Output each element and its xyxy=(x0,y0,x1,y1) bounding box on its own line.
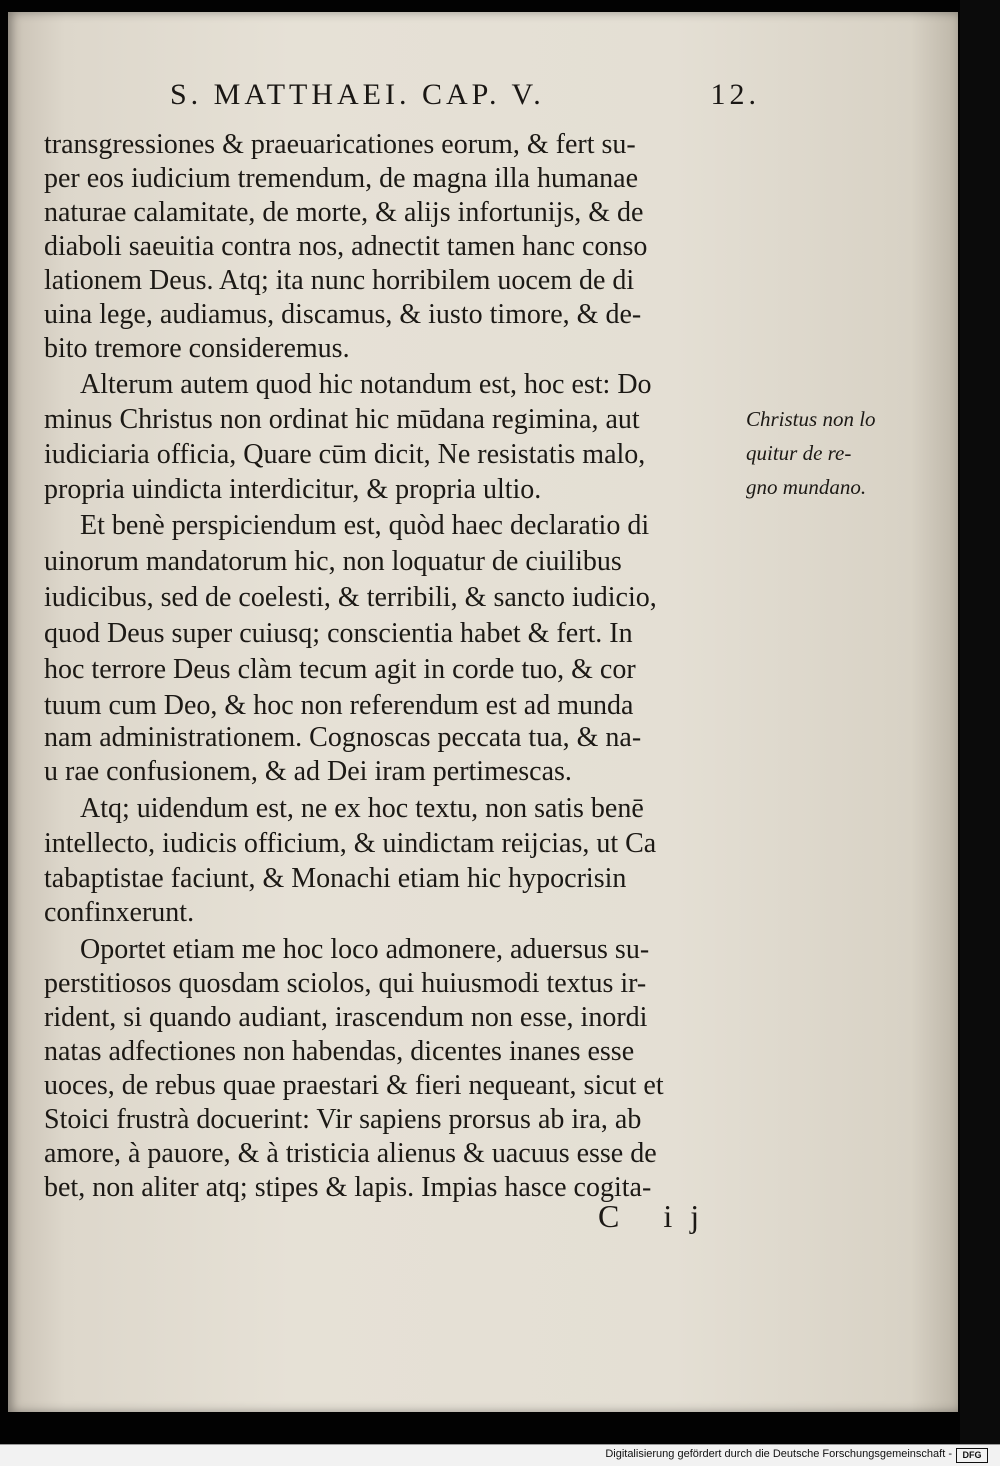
text-line: Stoici frustrà docuerint: Vir sapiens prorsus ab ira, ab xyxy=(44,1104,642,1135)
text-line: iudiciaria officia, Quare cūm dicit, Ne resistatis malo, xyxy=(44,439,646,470)
text-line: Alterum autem quod hic notandum est, hoc est: Do xyxy=(80,369,652,400)
text-line: diaboli saeuitia contra nos, adnectit tamen hanc conso xyxy=(44,231,648,262)
text-line: iudicibus, sed de coelesti, & terribili, & sancto iudicio, xyxy=(44,582,657,613)
text-line: quod Deus super cuiusq; conscientia habet & fert. In xyxy=(44,618,633,649)
text-line: amore, à pauore, & à tristicia alienus & uacuus esse de xyxy=(44,1138,657,1169)
text-line: nam administrationem. Cognoscas peccata tua, & na- xyxy=(44,722,642,753)
text-line: rident, si quando audiant, irascendum non esse, inordi xyxy=(44,1002,648,1033)
text-line: minus Christus non ordinat hic mūdana regimina, aut xyxy=(44,404,640,435)
text-line: intellecto, iudicis officium, & uindictam reijcias, ut Ca xyxy=(44,828,657,859)
signature-mark: C ij xyxy=(598,1198,718,1234)
text-line: uinorum mandatorum hic, non loquatur de ciuilibus xyxy=(44,546,622,577)
text-line: naturae calamitate, de morte, & alijs infortunijs, & de xyxy=(44,197,644,228)
text-line: natas adfectiones non habendas, dicentes inanes esse xyxy=(44,1036,635,1067)
text-line: transgressiones & praeuaricationes eorum, & fert su- xyxy=(44,129,636,160)
text-line: perstitiosos quosdam sciolos, qui huiusmodi textus ir- xyxy=(44,968,647,999)
marginal-note xyxy=(746,402,946,504)
funding-credit: Digitalisierung gefördert durch die Deutsche Forschungsgemeinschaft - xyxy=(605,1448,952,1460)
footer-bar xyxy=(0,1444,1000,1466)
text-line: uoces, de rebus quae praestari & fieri nequeant, sicut et xyxy=(44,1070,664,1101)
text-line: Oportet etiam me hoc loco admonere, aduersus su- xyxy=(80,934,650,965)
marginal-note-line: quitur de re- xyxy=(746,441,852,465)
text-line: tuum cum Deo, & hoc non referendum est ad munda xyxy=(44,690,634,721)
folio-number: 12. xyxy=(710,78,760,111)
text-line: tabaptistae faciunt, & Monachi etiam hic hypocrisin xyxy=(44,863,627,894)
text-line: uina lege, audiamus, discamus, & iusto timore, & de- xyxy=(44,299,642,330)
text-line: bito tremore consideremus. xyxy=(44,333,350,364)
dfg-logo: DFG xyxy=(956,1448,988,1463)
text-line: Et benè perspiciendum est, quòd haec declaratio di xyxy=(80,510,650,541)
text-line: bet, non aliter atq; stipes & lapis. Impias hasce cogita- xyxy=(44,1172,652,1203)
text-line: Atq; uidendum est, ne ex hoc textu, non satis benē xyxy=(80,793,644,824)
text-line: per eos iudicium tremendum, de magna illa humanae xyxy=(44,163,639,194)
text-line: propria uindicta interdicitur, & propria ultio. xyxy=(44,474,542,505)
marginal-note-line: Christus non lo xyxy=(746,407,876,431)
running-head xyxy=(170,78,760,118)
text-line: confinxerunt. xyxy=(44,897,195,928)
text-line: hoc terrore Deus clàm tecum agit in corde tuo, & cor xyxy=(44,654,636,685)
text-line: lationem Deus. Atq; ita nunc horribilem uocem de di xyxy=(44,265,635,296)
text-line: u rae confusionem, & ad Dei iram pertimescas. xyxy=(44,756,572,787)
running-head-title: S. MATTHAEI. CAP. V. xyxy=(170,78,545,111)
marginal-note-line: gno mundano. xyxy=(746,475,867,499)
